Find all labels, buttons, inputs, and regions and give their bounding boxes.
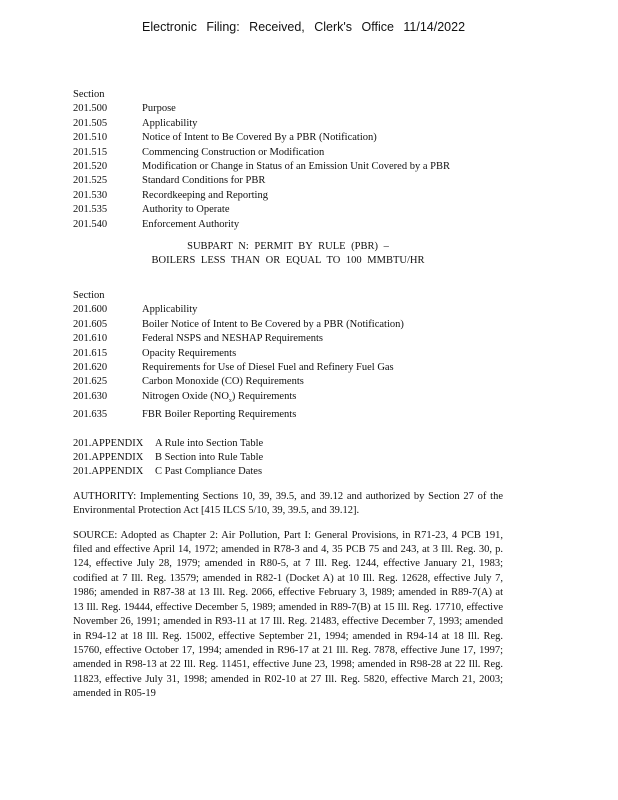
section-title: Authority to Operate <box>142 204 230 216</box>
subpart-heading-line-2: BOILERS LESS THAN OR EQUAL TO 100 MMBTU/HR <box>151 255 425 267</box>
section-number: 201.625 <box>73 376 108 388</box>
toc-row <box>73 303 503 317</box>
toc-row <box>73 408 503 422</box>
section-title: Opacity Requirements <box>142 347 237 359</box>
section-title: FBR Boiler Reporting Requirements <box>142 409 297 421</box>
section-title: Applicability <box>142 304 198 316</box>
section-number: 201.505 <box>73 117 108 129</box>
subpart-heading <box>73 240 503 269</box>
appendix-title: B Section into Rule Table <box>155 452 264 464</box>
filing-header: Electronic Filing: Received, Clerk's Office 11/14/2022 <box>142 20 466 34</box>
section-number: 201.515 <box>73 146 108 158</box>
appendix-title: C Past Compliance Dates <box>155 466 263 478</box>
section-number: 201.535 <box>73 204 108 216</box>
toc-row <box>73 361 503 375</box>
section-number: 201.540 <box>73 218 108 230</box>
section-title: Requirements for Use of Diesel Fuel and Refinery Fuel Gas <box>142 361 394 373</box>
toc-row <box>73 203 503 217</box>
toc-row <box>73 117 503 131</box>
section-title: Notice of Intent to Be Covered By a PBR (Notification) <box>142 132 377 144</box>
section-number: 201.510 <box>73 132 108 144</box>
section-title: Recordkeeping and Reporting <box>142 189 268 201</box>
appendix-row <box>73 437 503 451</box>
section-label: Section <box>73 289 105 301</box>
subpart-heading-line-1: SUBPART N: PERMIT BY RULE (PBR) – <box>187 241 389 253</box>
appendix-row <box>73 465 503 479</box>
section-title <box>142 390 296 409</box>
section-number: 201.605 <box>73 318 108 330</box>
toc-row <box>73 332 503 346</box>
toc-row <box>73 347 503 361</box>
toc-row <box>73 146 503 160</box>
appendix-row <box>73 451 503 465</box>
subscript-x: x <box>228 397 232 404</box>
section-title: Modification or Change in Status of an Emission Unit Covered by a PBR <box>142 161 450 173</box>
section-number: 201.530 <box>73 189 108 201</box>
section-title: Purpose <box>142 103 176 115</box>
appendix-number: 201.APPENDIX <box>73 437 144 449</box>
section-number: 201.635 <box>73 409 108 421</box>
appendix-list <box>73 437 503 480</box>
section-title: Boiler Notice of Intent to Be Covered by a PBR (Notification) <box>142 318 404 330</box>
section-number: 201.610 <box>73 333 108 345</box>
toc-row <box>73 218 503 232</box>
appendix-number: 201.APPENDIX <box>73 466 144 478</box>
appendix-title: A Rule into Section Table <box>155 437 264 449</box>
toc-list-a <box>73 102 503 232</box>
section-title: Carbon Monoxide (CO) Requirements <box>142 376 304 388</box>
toc-row <box>73 390 503 409</box>
appendix-number: 201.APPENDIX <box>73 452 144 464</box>
authority-paragraph: AUTHORITY: Implementing Sections 10, 39, 39.5, and 39.12 and authorized by Section 27 of the Environmental Protection Act [415 ILCS 5/10, 39, 39.5, and 39.12]. <box>73 490 503 517</box>
toc-row <box>73 160 503 174</box>
section-title: Applicability <box>142 117 198 129</box>
section-label: Section <box>73 89 105 100</box>
section-title-tail: ) Requirements <box>231 390 297 402</box>
toc-row <box>73 102 503 116</box>
section-number: 201.615 <box>73 347 108 359</box>
section-title: Enforcement Authority <box>142 218 240 230</box>
document-body <box>73 88 503 702</box>
section-number: 201.600 <box>73 304 108 316</box>
section-number: 201.620 <box>73 361 108 373</box>
toc-row <box>73 131 503 145</box>
section-number: 201.500 <box>73 103 108 115</box>
toc-row <box>73 375 503 389</box>
toc-list-b <box>73 303 503 422</box>
section-number: 201.525 <box>73 175 108 187</box>
toc-row <box>73 318 503 332</box>
section-title: Commencing Construction or Modification <box>142 146 325 158</box>
section-title: Federal NSPS and NESHAP Requirements <box>142 333 324 345</box>
section-title: Standard Conditions for PBR <box>142 175 266 187</box>
source-paragraph: SOURCE: Adopted as Chapter 2: Air Pollution, Part I: General Provisions, in R71-23, 4 PCB 191, filed and effective April 14, 1972; amended in R78-3 and 4, 35 PCB 75 and 243, at 3 Ill. Reg. 30, p. 124, effective July 28, 1979; amended in R80-5, at 7 Ill. Reg. 1244, effective January 21, 1983; codified at 7 Ill. Reg. 13579; amended in R82-1 (Docket A) at 10 Ill. Reg. 12628, effective July 7, 1986; amended in R87-38 at 13 Ill. Reg. 2066, effective February 3, 1989; amended in R89-7(A) at 13 Ill. Reg. 19444, effective December 5, 1989; amended in R89-7(B) at 15 Ill. Reg. 17710, effective November 26, 1991; amended in R93-11 at 17 Ill. Reg. 21483, effective December 7, 1993; amended in R94-12 at 18 Ill. Reg. 15002, effective September 21, 1994; amended in R94-14 at 18 Ill. Reg. 15760, effective October 17, 1994; amended in R96-17 at 21 Ill. Reg. 7878, effective June 17, 1997; amended in R98-13 at 22 Ill. Reg. 11451, effective June 23, 1998; amended in R98-28 at 22 Ill. Reg. 11823, effective July 31, 1998; amended in R02-10 at 27 Ill. Reg. 5820, effective March 21, 2003; amended in R05-19 <box>73 529 503 700</box>
toc-row <box>73 189 503 203</box>
toc-row <box>73 174 503 188</box>
section-title-head: Nitrogen Oxide (NO <box>142 390 229 402</box>
section-number: 201.520 <box>73 161 108 173</box>
section-number: 201.630 <box>73 390 108 402</box>
